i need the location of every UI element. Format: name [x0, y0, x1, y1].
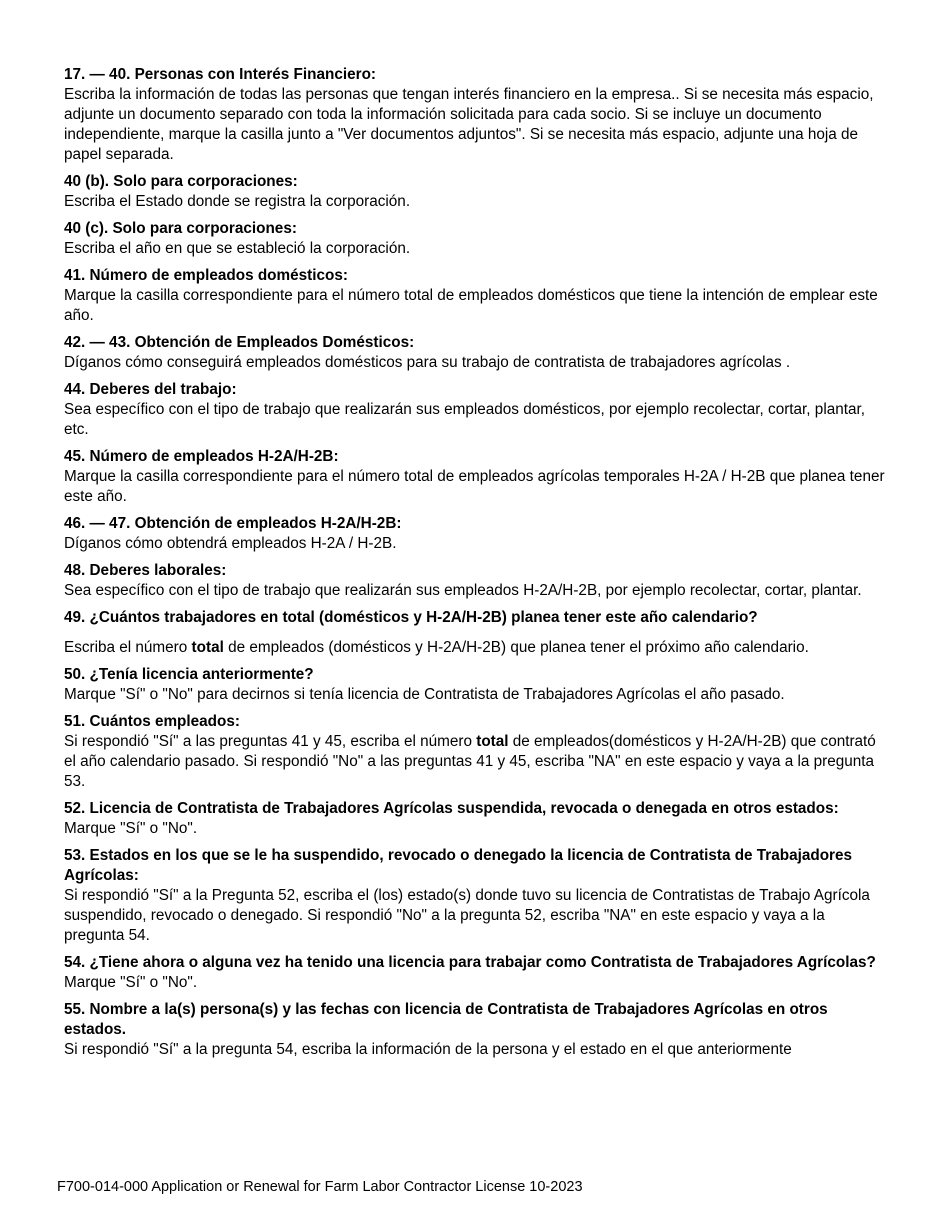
page-footer: F700-014-000 Application or Renewal for Farm Labor Contractor License 10-2023 — [57, 1179, 583, 1195]
section-text: Sea específico con el tipo de trabajo que realizarán sus empleados H-2A/H-2B, por ejemplo recolectar, cortar, plantar. — [64, 582, 862, 599]
section-text: Escriba la información de todas las personas que tengan interés financiero en la empresa.. Si se necesita más espacio, adjunte un documento separado con toda la información solicitada para cada socio. Si se incluye un documento independiente, marque la casilla junto a "Ver documentos adjuntos". Si se necesita más espacio, adjunte una hoja de papel separada. — [64, 86, 874, 163]
section-45 — [64, 447, 886, 507]
section-52 — [64, 799, 886, 839]
section-heading: 41. Número de empleados domésticos: — [64, 267, 348, 284]
section-text: Marque "Sí" o "No" para decirnos si tenía licencia de Contratista de Trabajadores Agrícolas el año pasado. — [64, 686, 785, 703]
section-51 — [64, 712, 886, 792]
emphasis-total: total — [191, 639, 224, 656]
text-part: de empleados(domésticos y H-2A/H-2B) que contrató el año calendario pasado. Si respondió "No" a las preguntas 41 y 45, escriba "NA" en este espacio y vaya a la pregunta 53. — [64, 733, 876, 790]
section-heading: 53. Estados en los que se le ha suspendido, revocado o denegado la licencia de Contratista de Trabajadores Agrícolas: — [64, 847, 853, 884]
section-53 — [64, 846, 886, 946]
section-heading: 55. Nombre a la(s) persona(s) y las fechas con licencia de Contratista de Trabajadores Agrícolas en otros estados. — [64, 1001, 828, 1038]
section-42-43 — [64, 333, 886, 373]
section-49 — [64, 608, 886, 658]
instructions-content — [64, 65, 886, 1067]
section-text: Marque "Sí" o "No". — [64, 820, 198, 837]
section-heading: 46. — 47. Obtención de empleados H-2A/H-2B: — [64, 515, 402, 532]
section-text: Escriba el año en que se estableció la corporación. — [64, 240, 411, 257]
text-part: Si respondió "Sí" a las preguntas 41 y 45, escriba el número — [64, 733, 477, 750]
emphasis-total: total — [476, 733, 509, 750]
section-text — [64, 638, 886, 658]
section-heading: 42. — 43. Obtención de Empleados Domésticos: — [64, 334, 415, 351]
section-40c — [64, 219, 886, 259]
section-heading: 51. Cuántos empleados: — [64, 713, 240, 730]
section-text: Marque la casilla correspondiente para el número total de empleados domésticos que tiene la intención de emplear este año. — [64, 287, 878, 324]
section-48 — [64, 561, 886, 601]
section-46-47 — [64, 514, 886, 554]
text-part: de empleados (domésticos y H-2A/H-2B) que planea tener el próximo año calendario. — [223, 639, 809, 656]
section-text: Sea específico con el tipo de trabajo que realizarán sus empleados domésticos, por ejemplo recolectar, cortar, plantar, etc. — [64, 401, 865, 438]
section-text: Si respondió "Sí" a la Pregunta 52, escriba el (los) estado(s) donde tuvo su licencia de Contratistas de Trabajo Agrícola suspendido, revocado o denegado. Si respondió "No" a la pregunta 52, escriba "NA" en este espacio y vaya a la pregunta 54. — [64, 887, 870, 944]
section-text — [64, 732, 886, 792]
section-text: Escriba el Estado donde se registra la corporación. — [64, 193, 411, 210]
section-heading: 48. Deberes laborales: — [64, 562, 227, 579]
section-heading: 49. ¿Cuántos trabajadores en total (domésticos y H-2A/H-2B) planea tener este año calendario? — [64, 609, 758, 626]
section-41 — [64, 266, 886, 326]
section-text: Si respondió "Sí" a la pregunta 54, escriba la información de la persona y el estado en el que anteriormente — [64, 1041, 792, 1058]
section-heading: 45. Número de empleados H-2A/H-2B: — [64, 448, 339, 465]
section-40b — [64, 172, 886, 212]
text-part: Escriba el número — [64, 639, 192, 656]
section-55 — [64, 1000, 886, 1060]
section-heading: 44. Deberes del trabajo: — [64, 381, 237, 398]
section-heading: 52. Licencia de Contratista de Trabajadores Agrícolas suspendida, revocada o denegada en otros estados: — [64, 800, 839, 817]
section-heading: 54. ¿Tiene ahora o alguna vez ha tenido una licencia para trabajar como Contratista de Trabajadores Agrícolas? — [64, 954, 876, 971]
section-44 — [64, 380, 886, 440]
section-text: Marque la casilla correspondiente para el número total de empleados agrícolas temporales H-2A / H-2B que planea tener este año. — [64, 468, 885, 505]
section-heading: 17. — 40. Personas con Interés Financiero: — [64, 66, 377, 83]
section-50 — [64, 665, 886, 705]
section-17-40 — [64, 65, 886, 165]
section-text: Díganos cómo conseguirá empleados domésticos para su trabajo de contratista de trabajadores agrícolas . — [64, 354, 791, 371]
section-text: Díganos cómo obtendrá empleados H-2A / H-2B. — [64, 535, 397, 552]
section-54 — [64, 953, 886, 993]
section-heading: 40 (c). Solo para corporaciones: — [64, 220, 297, 237]
section-text: Marque "Sí" o "No". — [64, 974, 198, 991]
section-heading: 40 (b). Solo para corporaciones: — [64, 173, 298, 190]
section-heading: 50. ¿Tenía licencia anteriormente? — [64, 666, 314, 683]
